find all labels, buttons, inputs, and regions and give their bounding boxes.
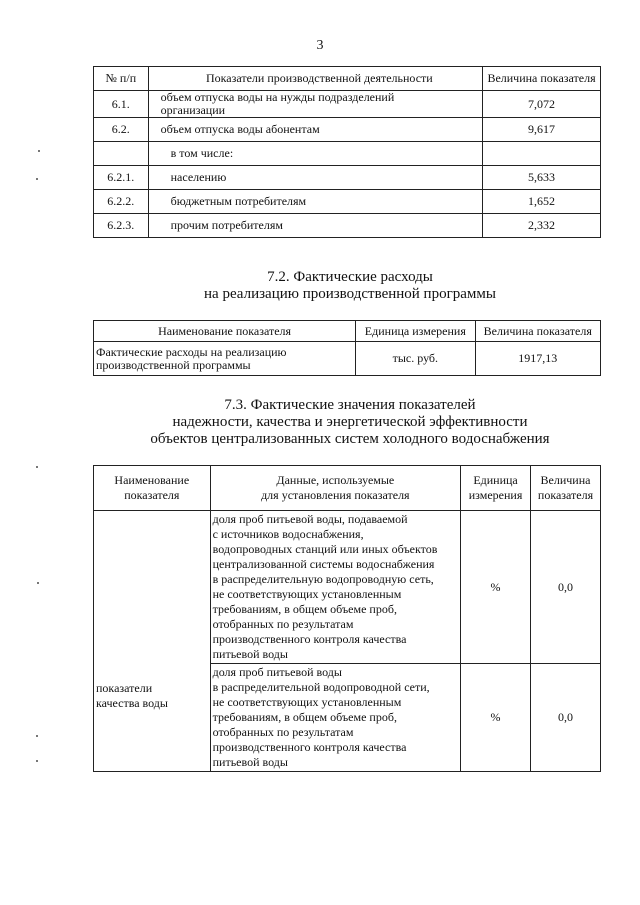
section-7-2-heading: [0, 269, 640, 303]
row-label: прочим потребителям: [148, 214, 482, 238]
section-title-line: надежности, качества и энергетической эффективности: [172, 414, 528, 430]
row-value: 1,652: [483, 190, 601, 214]
table-row: [94, 91, 601, 118]
description-line: питьевой воды: [212, 755, 288, 769]
description-line: доля проб питьевой воды, подаваемой: [212, 512, 408, 526]
description-line: производственного контроля качества: [212, 740, 407, 754]
page-number: 3: [316, 38, 324, 53]
row-number: [94, 142, 149, 166]
row-value: 0,0: [531, 511, 601, 664]
row-value: 5,633: [483, 166, 601, 190]
row-value: 0,0: [531, 664, 601, 772]
col-header-value: Величина показателя: [475, 321, 601, 342]
row-number: 6.1.: [94, 91, 149, 118]
header-line: показателя: [124, 488, 180, 502]
group-name: [94, 511, 211, 772]
description-line: доля проб питьевой воды: [212, 665, 342, 679]
description-line: в распределительную водопроводную сеть,: [212, 572, 434, 586]
table-row: [94, 166, 601, 190]
section-title-line: 7.3. Фактические значения показателей: [224, 397, 476, 413]
header-line: измерения: [468, 488, 523, 502]
row-label-line: организации: [160, 103, 226, 117]
col-header-unit: Единица измерения: [356, 321, 475, 342]
header-line: Наименование: [114, 473, 190, 487]
row-label-line: объем отпуска воды на нужды подразделений: [160, 90, 395, 104]
water-quality-indicators-table: [93, 465, 601, 772]
row-number: 6.2.1.: [94, 166, 149, 190]
row-unit: тыс. руб.: [356, 342, 475, 376]
row-unit: %: [461, 511, 531, 664]
group-name-line: качества воды: [96, 695, 168, 710]
section-7-3-heading: [0, 397, 640, 448]
row-name: [94, 342, 356, 376]
scan-speck: [36, 735, 38, 737]
row-label: объем отпуска воды абонентам: [148, 118, 482, 142]
row-label: [148, 91, 482, 118]
description-line: требованиям, в общем объеме проб,: [212, 710, 397, 724]
section-title-line: на реализацию производственной программы: [204, 286, 496, 302]
header-line: Единица: [473, 473, 518, 487]
table-header-row: [94, 466, 601, 511]
production-indicators-table: [93, 66, 601, 238]
row-value: 9,617: [483, 118, 601, 142]
col-header-unit: [461, 466, 531, 511]
row-description: [210, 511, 460, 664]
description-line: с источников водоснабжения,: [212, 527, 364, 541]
row-value: [483, 142, 601, 166]
scan-speck: [36, 178, 38, 180]
row-number: 6.2.3.: [94, 214, 149, 238]
header-line: для установления показателя: [261, 488, 410, 502]
col-header-number: № п/п: [94, 67, 149, 91]
group-name-line: показатели: [96, 680, 153, 695]
row-label: бюджетным потребителям: [148, 190, 482, 214]
row-label: в том числе:: [148, 142, 482, 166]
row-value: 7,072: [483, 91, 601, 118]
description-line: водопроводных станций или иных объектов: [212, 542, 438, 556]
description-line: в распределительной водопроводной сети,: [212, 680, 430, 694]
table-row: [94, 142, 601, 166]
row-label: населению: [148, 166, 482, 190]
description-line: отобранных по результатам: [212, 725, 354, 739]
table-row: [94, 342, 601, 376]
col-header-value: Величина показателя: [483, 67, 601, 91]
row-unit: %: [461, 664, 531, 772]
col-header-name: Наименование показателя: [94, 321, 356, 342]
scan-speck: [36, 466, 38, 468]
col-header-indicator: Показатели производственной деятельности: [148, 67, 482, 91]
row-value: 1917,13: [475, 342, 601, 376]
col-header-value: [531, 466, 601, 511]
header-line: Данные, используемые: [276, 473, 395, 487]
description-line: не соответствующих установленным: [212, 695, 402, 709]
scan-speck: [36, 760, 38, 762]
section-title-line: объектов централизованных систем холодного водоснабжения: [150, 431, 550, 447]
row-description: [210, 664, 460, 772]
table-row: [94, 511, 601, 664]
scan-speck: [38, 150, 40, 152]
section-title-line: 7.2. Фактические расходы: [267, 269, 433, 285]
table-row: [94, 118, 601, 142]
description-line: централизованной системы водоснабжения: [212, 557, 435, 571]
table-row: [94, 214, 601, 238]
description-line: отобранных по результатам: [212, 617, 354, 631]
col-header-name: [94, 466, 211, 511]
header-line: показателя: [537, 488, 594, 502]
actual-expenses-table: [93, 320, 601, 376]
row-number: 6.2.: [94, 118, 149, 142]
table-header-row: [94, 67, 601, 91]
description-line: производственного контроля качества: [212, 632, 407, 646]
row-name-line: производственной программы: [96, 357, 251, 372]
table-row: [94, 190, 601, 214]
row-name-line: Фактические расходы на реализацию: [96, 344, 287, 359]
table-header-row: [94, 321, 601, 342]
col-header-data: [210, 466, 460, 511]
description-line: не соответствующих установленным: [212, 587, 402, 601]
description-line: требованиям, в общем объеме проб,: [212, 602, 397, 616]
scan-speck: [37, 582, 39, 584]
header-line: Величина: [540, 473, 591, 487]
row-number: 6.2.2.: [94, 190, 149, 214]
description-line: питьевой воды: [212, 647, 288, 661]
row-value: 2,332: [483, 214, 601, 238]
